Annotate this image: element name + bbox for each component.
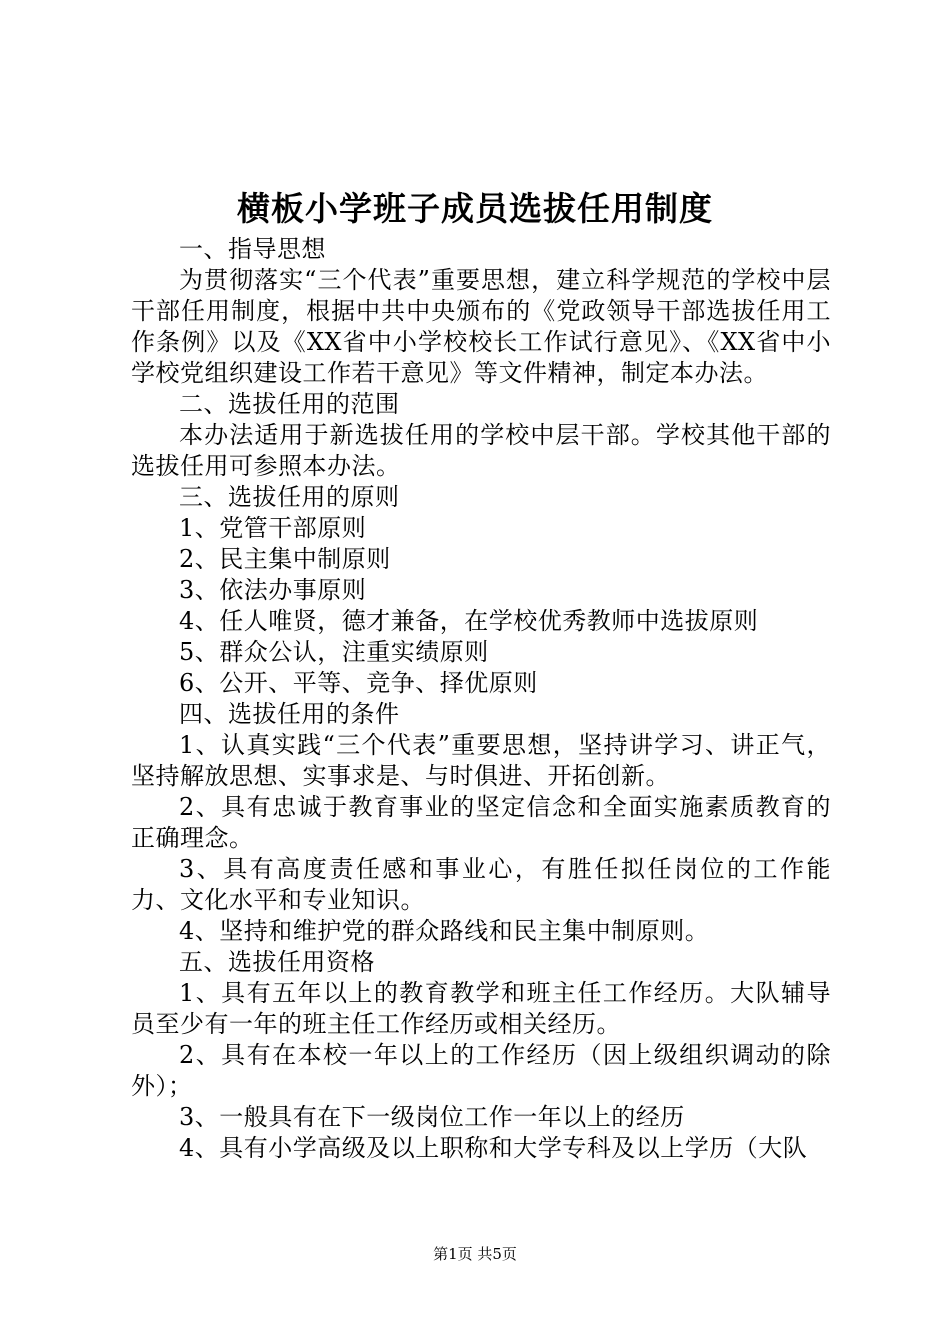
list-item: 3、一般具有在下一级岗位工作一年以上的经历 <box>179 1103 685 1131</box>
list-item: 4、具有小学高级及以上职称和大学专科及以上学历（大队 <box>179 1134 808 1162</box>
paragraph: 为贯彻落实“三个代表”重要思想，建立科学规范的学校中层干部任用制度，根据中共中央颁布的《党政领导干部选拔任用工作条例》以及《XX省中小学校校长工作试行意见》、《XX省中小学校党组织建设工作若干意见》等文件精神，制定本办法。 <box>131 266 831 387</box>
section-heading-4: 四、选拔任用的条件 <box>179 700 400 728</box>
list-item: 2、民主集中制原则 <box>179 545 391 573</box>
list-item: 1、具有五年以上的教育教学和班主任工作经历。大队辅导员至少有一年的班主任工作经历或相关经历。 <box>131 979 831 1038</box>
list-item: 5、群众公认，注重实绩原则 <box>179 638 489 666</box>
page-footer: 第1页 共5页 <box>433 1245 517 1263</box>
document-body <box>131 234 831 1164</box>
list-item: 4、坚持和维护党的群众路线和民主集中制原则。 <box>179 917 710 945</box>
list-item: 1、党管干部原则 <box>179 514 367 542</box>
section-heading-2: 二、选拔任用的范围 <box>179 390 400 418</box>
list-item: 1、认真实践“三个代表”重要思想，坚持讲学习、讲正气，坚持解放思想、实事求是、与时俱进、开拓创新。 <box>131 731 831 790</box>
section-heading-1: 一、指导思想 <box>179 235 326 263</box>
section-heading-3: 三、选拔任用的原则 <box>179 483 400 511</box>
document-title: 横板小学班子成员选拔任用制度 <box>237 189 713 228</box>
paragraph: 本办法适用于新选拔任用的学校中层干部。学校其他干部的选拔任用可参照本办法。 <box>131 421 831 480</box>
list-item: 6、公开、平等、竞争、择优原则 <box>179 669 538 697</box>
list-item: 4、任人唯贤，德才兼备，在学校优秀教师中选拔原则 <box>179 607 759 635</box>
section-heading-5: 五、选拔任用资格 <box>179 948 375 976</box>
list-item: 3、具有高度责任感和事业心，有胜任拟任岗位的工作能力、文化水平和专业知识。 <box>131 855 831 914</box>
list-item: 2、具有忠诚于教育事业的坚定信念和全面实施素质教育的正确理念。 <box>131 793 831 852</box>
list-item: 3、依法办事原则 <box>179 576 367 604</box>
list-item: 2、具有在本校一年以上的工作经历（因上级组织调动的除外）； <box>131 1041 831 1100</box>
